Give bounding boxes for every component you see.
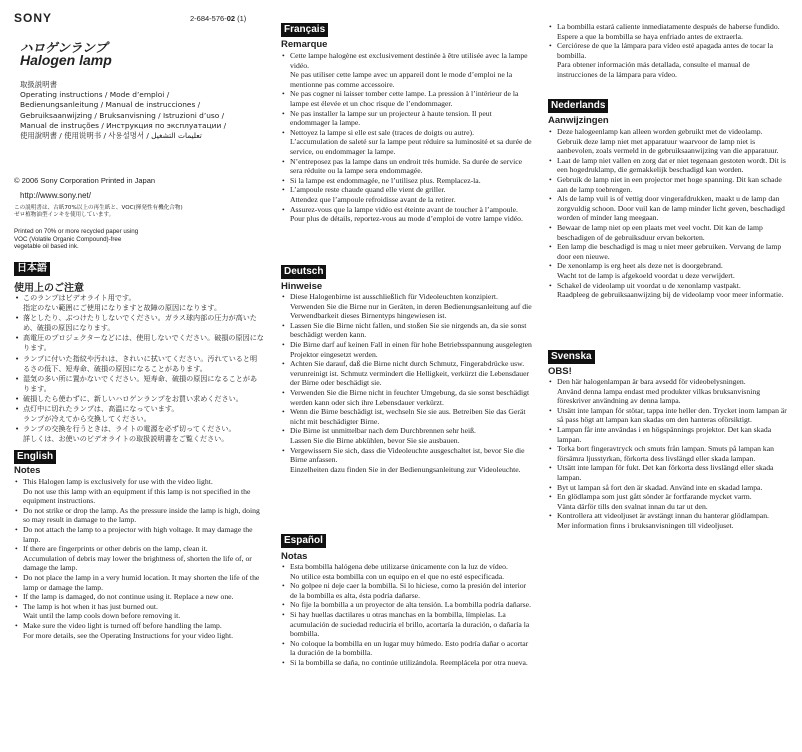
list-item: • No coloque la bombilla en un lugar muy húmedo. Esto podría dañar o acortar la duración de la bombilla. [281, 639, 533, 658]
list-item: • Diese Halogenbirne ist ausschließlich für Videoleuchten konzipiert. Verwenden Sie die Birne nur in Geräten, in deren Bedienungsanleitung auf die Verwendbarkeit dieses Birnentyps hingewiesen ist. [281, 292, 533, 321]
list-item: • Do not attach the lamp to a projector with high voltage. It may damage the lamp. [14, 525, 264, 544]
list-item: • Esta bombilla halógena debe utilizarse únicamente con la luz de vídeo. No utilice esta bombilla con un equipo en el que no esté especificada. [281, 562, 533, 581]
list-item: • Assurez-vous que la lampe vidéo est éteinte avant de toucher à l’ampoule. Pour plus de détails, reportez-vous au mode d’emploi de votre lampe vidéo. [281, 205, 533, 224]
list-item: • Den här halogenlampan är bara avsedd för videobelysningen. Använd denna lampa endast med produkter vilkas bruksanvisning föreskriver användning av denna lampa. [548, 377, 788, 406]
list-item: • 破損したら使わずに、新しいハロゲンランプをお買い求めください。 [14, 394, 264, 404]
title-english: Halogen lamp [20, 52, 112, 68]
code-suffix: (1) [235, 14, 247, 23]
lang-label-spanish: Español [281, 534, 326, 548]
heading-japanese: 使用上のご注意 [14, 283, 84, 294]
brand-logo: SONY [14, 11, 53, 25]
list-item: • ランプに付いた指紋や汚れは、きれいに拭いてください。汚れていると明るさの低下、短寿命、破損の原因になることがあります。 [14, 354, 264, 374]
list-item: • 落としたり、ぶつけたりしないでください。ガラス球内部の圧力が高いため、破損の原因になります。 [14, 313, 264, 333]
list-item: • Do not place the lamp in a very humid location. It may shorten the life of the lamp or damage the lamp. [14, 573, 264, 592]
list-item: • Achten Sie darauf, daß die Birne nicht durch Schmutz, Fingerabdrücke usw. verunreinigt ist. Schmutz vermindert die Helligkeit, verkürzt die Lebensdauer der Birne oder beschädigt sie. [281, 359, 533, 388]
list-item: • Verwenden Sie die Birne nicht in feuchter Umgebung, da sie sonst beschädigt werden kann oder sich ihre Lebensdauer verkürzt. [281, 388, 533, 407]
copyright: © 2006 Sony Corporation Printed in Japan [14, 176, 156, 185]
lang-label-dutch: Nederlands [548, 99, 608, 113]
heading-french: Remarque [281, 39, 328, 50]
list-item: • Wenn die Birne beschädigt ist, wechseln Sie sie aus. Betreiben Sie das Gerät nicht mit beschädigter Birne. [281, 407, 533, 426]
list-item: • Do not strike or drop the lamp. As the pressure inside the lamp is high, doing so may result in damage to the lamp. [14, 506, 264, 525]
list-item: • Die Birne darf auf keinen Fall in einen für hohe Betriebsspannung ausgelegten Projektor eingesetzt werden. [281, 340, 533, 359]
code-bold: 02 [226, 14, 236, 23]
list-item: • ランプの交換を行うときは、ライトの電源を必ず切ってください。 詳しくは、お使いのビデオライトの取扱説明書をご覧ください。 [14, 424, 264, 444]
list-item: • Bewaar de lamp niet op een plaats met veel vocht. Dit kan de lamp beschadigen of de gebruiksduur ervan bekorten. [548, 223, 788, 242]
list-item: • Cette lampe halogène est exclusivement destinée à être utilisée avec la lampe vidéo. Ne pas utiliser cette lampe avec un appareil dont le mode d’emploi ne la mentionne pas comme accessoire. [281, 51, 533, 89]
notes-list-spanish-cont [548, 22, 788, 80]
list-item: • Ne pas cogner ni laisser tomber cette lampe. La pression à l’intérieur de la lampe est élevée et un choc risque de l’endommager. [281, 89, 533, 108]
list-item: • Si la bombilla se daña, no continúe utilizándola. Reemplácela por otra nueva. [281, 658, 533, 668]
list-item: • Utsätt inte lampan för fukt. Det kan förkorta dess livslängd eller skada lampan. [548, 463, 788, 482]
list-item: • 高電圧のプロジェクターなどには、使用しないでください。破損の原因になります。 [14, 333, 264, 353]
lang-label-swedish: Svenska [548, 350, 595, 364]
list-item: • 湿気の多い所に置かないでください。短寿命、破損の原因になることがあります。 [14, 374, 264, 394]
lang-label-french: Français [281, 23, 328, 37]
heading-dutch: Aanwijzingen [548, 115, 609, 126]
list-item: • Die Birne ist unmittelbar nach dem Durchbrennen sehr heiß. Lassen Sie die Birne abkühlen, bevor Sie sie ausbauen. [281, 426, 533, 445]
list-item: • Cerciórese de que la lámpara para vídeo esté apagada antes de tocar la bombilla. Para obtener información más detallada, consulte el manual de instrucciones de la lámpara para vídeo. [548, 41, 788, 79]
notes-list-spanish [281, 562, 533, 668]
list-item: • Laat de lamp niet vallen en zorg dat er niet tegenaan gestoten wordt. Dit is een hogedruklamp, die gemakkelijk beschadigd kan worden. [548, 156, 788, 175]
list-item: • No golpee ni deje caer la bombilla. Si lo hiciese, como la presión del interior de la bombilla es alta, ésta podría dañarse. [281, 581, 533, 600]
list-item: • Een lamp die beschadigd is mag u niet meer gebruiken. Vervang de lamp door een nieuwe. [548, 242, 788, 261]
lang-label-german: Deutsch [281, 265, 326, 279]
code-prefix: 2-684-576- [190, 14, 227, 23]
notes-list-dutch [548, 127, 788, 300]
list-item: • Byt ut lampan så fort den är skadad. Använd inte en skadad lampa. [548, 483, 788, 493]
lang-label-english: English [14, 450, 56, 464]
list-item: • Si hay huellas dactilares u otras manchas en la bombilla, límpielas. La acumulación de suciedad reduciría el brillo, acortaría la duración, o dañaría la bombilla. [281, 610, 533, 639]
list-item: • La bombilla estará caliente inmediatamente después de haberse fundido. Espere a que la bombilla se haya enfriado antes de extraerla. [548, 22, 788, 41]
list-item: • Als de lamp vuil is of vettig door vingerafdrukken, maakt u de lamp dan zorgvuldig schoon. Door vuil kan de lamp minder licht geven, beschadigd worden of minder lang meegaan. [548, 194, 788, 223]
list-item: • De xenonlamp is erg heet als deze net is doorgebrand. Wacht tot de lamp is afgekoeld voordat u deze verwijdert. [548, 261, 788, 280]
list-item: • L’ampoule reste chaude quand elle vient de griller. Attendez que l’ampoule refroidisse avant de la retirer. [281, 185, 533, 204]
list-item: • En glödlampa som just gått sönder är fortfarande mycket varm. Vänta därför tills den svalnat innan du tar ut den. [548, 492, 788, 511]
website-link[interactable]: http://www.sony.net/ [20, 191, 91, 200]
list-item: • Lampan får inte användas i en högspännings projektor. Det kan skada lampan. [548, 425, 788, 444]
list-item: • Make sure the video light is turned off before handling the lamp. For more details, see the Operating Instructions for your video light. [14, 621, 264, 640]
list-item: • 点灯中に切れたランプは、高温になっています。 ランプが冷えてから交換してください。 [14, 404, 264, 424]
lang-label-japanese: 日本語 [14, 262, 50, 276]
list-item: • Deze halogeenlamp kan alleen worden gebruikt met de videolamp. Gebruik deze lamp niet met apparatuur waarvoor de lamp niet is aanbevolen, zoals vermeld in de gebruiksaanwijzing van die apparatuur. [548, 127, 788, 156]
list-item: • If there are fingerprints or other debris on the lamp, clean it. Accumulation of debris may lower the brightness of, shorten the life of, or damage the lamp. [14, 544, 264, 573]
list-item: • N’entreposez pas la lampe dans un endroit très humide. Sa durée de service sera réduite ou la lampe sera endommagée. [281, 157, 533, 176]
title-japanese: ハロゲンランプ [20, 40, 108, 55]
operations-list: 取扱説明書 Operating instructions / Mode d’emploi / Bedienungsanleitung / Manual de instrucciones / Gebruiksaanwijzing / Bruksanvisning / Istruzioni d’uso / Manual de instruções / Инструкция по эксплуатации / 使用說明書 / 使用说明书 / 사용설명서 / تعليمات التشغيل [20, 80, 227, 141]
list-item: • Ne pas installer la lampe sur un projecteur à haute tension. Il peut endommager la lampe. [281, 109, 533, 128]
document-code [190, 14, 246, 23]
list-item: • このランプはビデオライト用です。 指定のない範囲にご使用になりますと故障の原因になります。 [14, 293, 264, 313]
recycle-note-ja: この説明書は、古紙70%以上の再生紙と、VOC(揮発性有機化合物)ゼロ植物油型インキを使用しています。 [14, 205, 183, 219]
notes-list-swedish [548, 377, 788, 531]
notes-list-japanese [14, 293, 264, 444]
notes-list-french [281, 51, 533, 224]
list-item: • Si la lampe est endommagée, ne l’utilisez plus. Remplacez-la. [281, 176, 533, 186]
list-item: • Kontrollera att videoljuset är avstängt innan du hanterar glödlampan. Mer information finns i bruksanvisningen till videoljuset. [548, 511, 788, 530]
notes-list-german [281, 292, 533, 474]
list-item: • Utsätt inte lampan för stötar, tappa inte heller den. Trycket inom lampan är så pass högt att lampan kan skadas om den hanteras oförsiktigt. [548, 406, 788, 425]
list-item: • This Halogen lamp is exclusively for use with the video light. Do not use this lamp with an equipment if this lamp is not specified in the equipment instructions. [14, 477, 264, 506]
list-item: • Nettoyez la lampe si elle est sale (traces de doigts ou autre). L’accumulation de saleté sur la lampe peut réduire sa luminosité et sa durée de service, ou endommager la lampe. [281, 128, 533, 157]
list-item: • No fije la bombilla a un proyector de alta tensión. La bombilla podría dañarse. [281, 600, 533, 610]
list-item: • Torka bort fingeravtryck och smuts från lampan. Smuts på lampan kan försämra ljusstyrkan, förkorta dess livslängd eller skada lampan. [548, 444, 788, 463]
list-item: • Gebruik de lamp niet in een projector met hoge spanning. Dit kan schade aan de lamp toebrengen. [548, 175, 788, 194]
list-item: • If the lamp is damaged, do not continue using it. Replace a new one. [14, 592, 264, 602]
recycle-note-en: Printed on 70% or more recycled paper using VOC (Volatile Organic Compound)-free vegetable oil based ink. [14, 228, 139, 251]
list-item: • Vergewissern Sie sich, dass die Videoleuchte ausgeschaltet ist, bevor Sie die Birne anfassen. Einzelheiten dazu finden Sie in der Bedienungsanleitung zur Videoleuchte. [281, 446, 533, 475]
heading-english: Notes [14, 465, 41, 476]
list-item: • Lassen Sie die Birne nicht fallen, und stoßen Sie sie nirgends an, da sie sonst beschädigt werden kann. [281, 321, 533, 340]
notes-list-english [14, 477, 264, 640]
heading-swedish: OBS! [548, 366, 572, 377]
list-item: • Schakel de videolamp uit voordat u de xenonlamp vastpakt. Raadpleeg de gebruiksaanwijzing bij de videolamp voor meer informatie. [548, 281, 788, 300]
list-item: • The lamp is hot when it has just burned out. Wait until the lamp cools down before removing it. [14, 602, 264, 621]
heading-spanish: Notas [281, 551, 308, 562]
heading-german: Hinweise [281, 281, 323, 292]
